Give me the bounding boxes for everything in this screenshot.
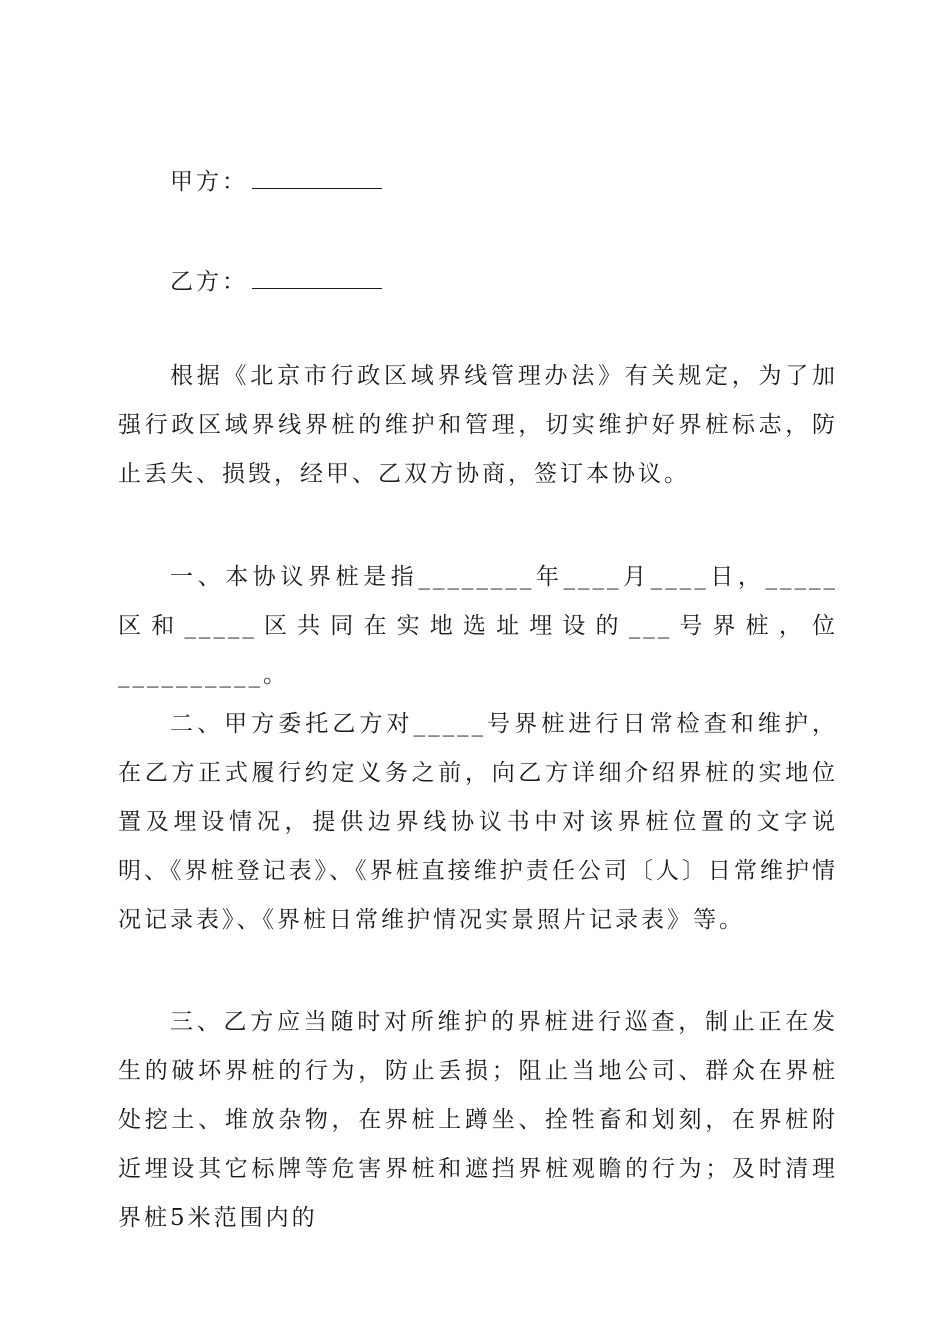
party-a-blank <box>252 187 382 189</box>
party-b-blank <box>252 287 382 289</box>
clause-2-paragraph: 二、甲方委托乙方对_____号界桩进行日常检查和维护，在乙方正式履行约定义务之前，向乙方详细介绍界桩的实地位置及埋设情况，提供边界线协议书中对该界桩位置的文字说明、《界桩登记表》、《界桩直接维护责任公司〔人〕日常维护情况记录表》、《界桩日常维护情况实景照片记录表》等。 <box>118 711 838 933</box>
party-a-label: 甲方： <box>170 169 248 195</box>
party-a-line <box>170 163 382 196</box>
clause-1-paragraph: 一、本协议界桩是指________年____月____日，_____区和_____区共同在实地选址埋设的___号界桩，位__________。 <box>118 564 838 688</box>
party-b-line <box>170 263 382 296</box>
intro-paragraph: 根据《北京市行政区域界线管理办法》有关规定，为了加强行政区域界线界桩的维护和管理，切实维护好界桩标志，防止丢失、损毁，经甲、乙双方协商，签订本协议。 <box>118 363 838 487</box>
party-b-label: 乙方： <box>170 269 248 295</box>
clause-3-paragraph: 三、乙方应当随时对所维护的界桩进行巡查，制止正在发生的破坏界桩的行为，防止丢损；阻止当地公司、群众在界桩处挖土、堆放杂物，在界桩上蹲坐、拴牲畜和划刻，在界桩附近埋设其它标牌等危害界桩和遮挡界桩观瞻的行为；及时清理界桩5米范围内的 <box>118 1009 838 1231</box>
